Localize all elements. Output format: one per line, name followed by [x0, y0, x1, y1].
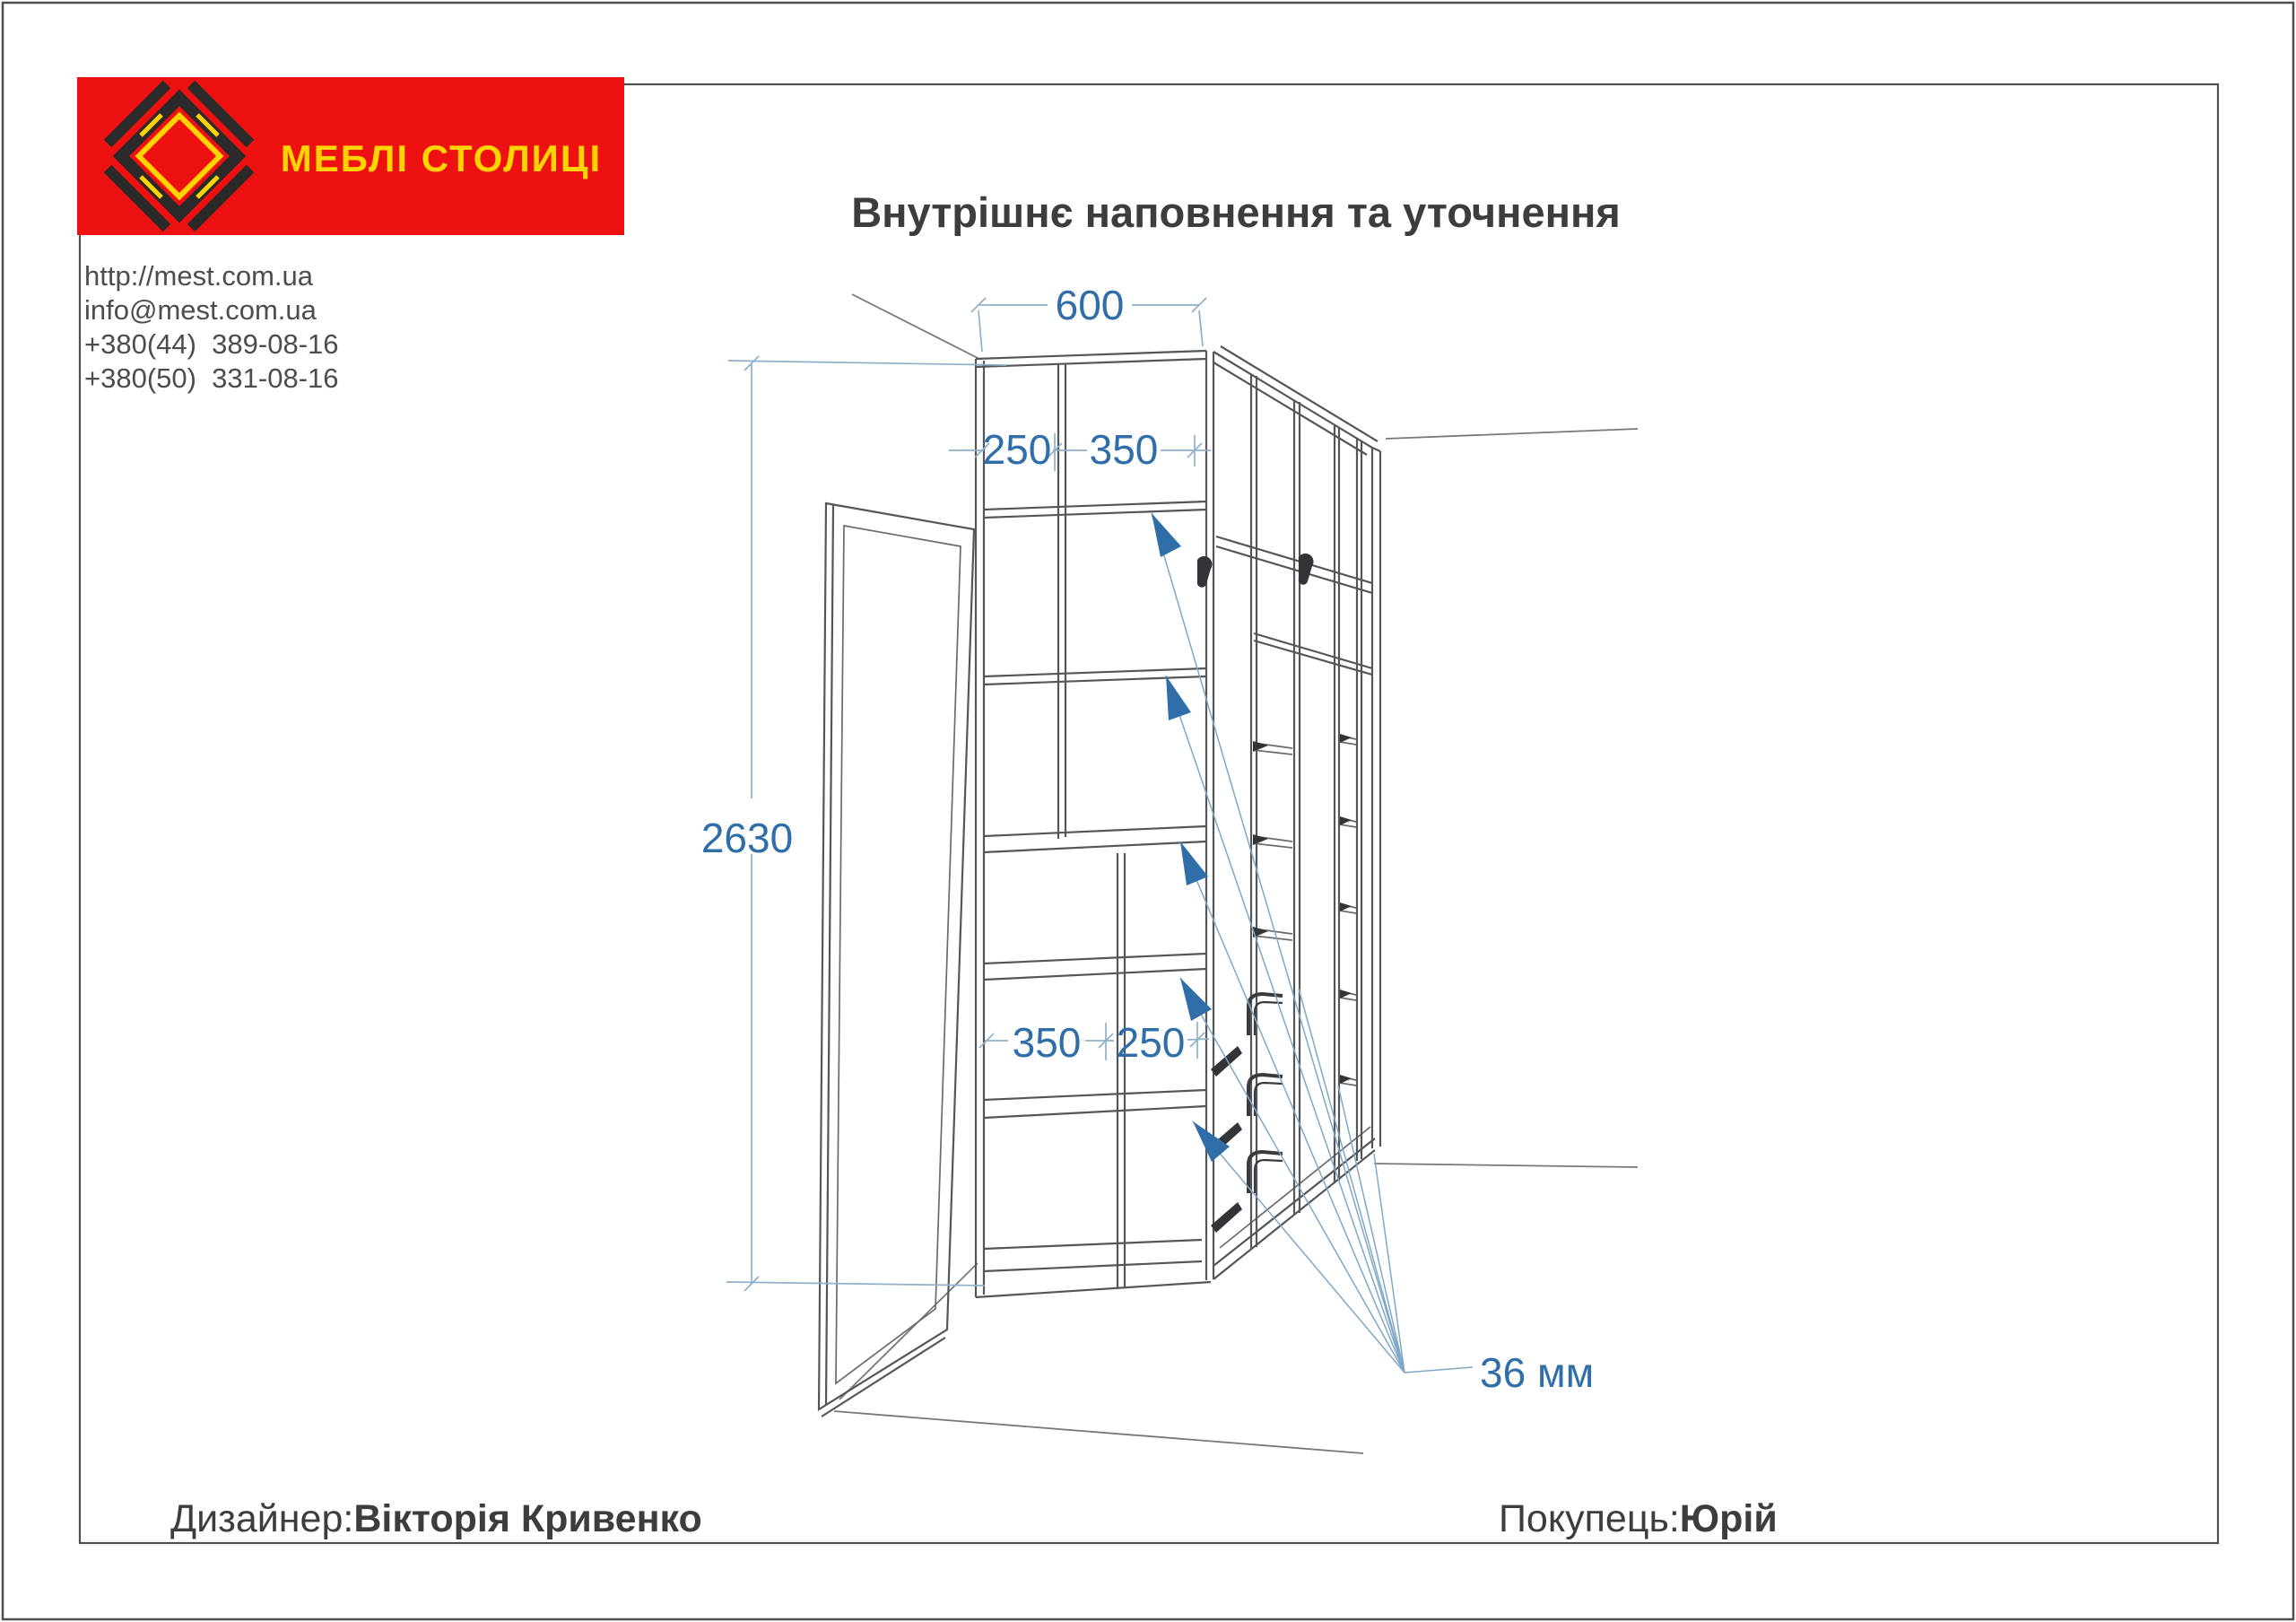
thickness-leader-lines: [1152, 513, 1473, 1373]
dimension-annotations: [701, 282, 1594, 1396]
dim-bottom-left-compartment: 350: [1012, 1019, 1082, 1066]
contact-phone-1: +380(44) 389-08-16: [84, 328, 339, 360]
dim-top-width: 600: [1055, 282, 1125, 328]
front-shelf-unit: [976, 351, 1213, 1297]
dim-height: 2630: [700, 815, 794, 861]
dim-bottom-right-compartment: 250: [1116, 1019, 1186, 1066]
dim-top-left-compartment: 250: [982, 426, 1052, 473]
contact-block: [84, 260, 339, 394]
drawing-frame: [80, 84, 2218, 1543]
contact-email: info@mest.com.ua: [84, 294, 317, 326]
contact-website: http://mest.com.ua: [84, 260, 313, 292]
dim-top-right-compartment: 350: [1089, 426, 1159, 473]
designer-field: [170, 1497, 702, 1540]
designer-name: Вікторія Кривенко: [353, 1497, 702, 1540]
buyer-field: [1499, 1497, 1778, 1540]
open-door: [819, 503, 974, 1417]
buyer-label: Покупець:: [1499, 1497, 1680, 1540]
dim-panel-thickness: 36 мм: [1480, 1349, 1595, 1396]
buyer-name: Юрій: [1679, 1497, 1778, 1540]
page-outer-border: [3, 3, 2293, 1619]
drawing-title: Внутрішнє наповнення та уточнення: [851, 188, 1621, 236]
shoe-rack-elements: [1211, 994, 1283, 1233]
contact-phone-2: +380(50) 331-08-16: [84, 362, 339, 394]
designer-label: Дизайнер:: [170, 1497, 354, 1540]
footer: [170, 1497, 1778, 1540]
logo-banner: [77, 77, 624, 235]
brand-name: МЕБЛІ СТОЛИЦІ: [280, 137, 603, 179]
wardrobe-body: [1213, 346, 1380, 1279]
room-wall-lines: [834, 294, 1638, 1453]
